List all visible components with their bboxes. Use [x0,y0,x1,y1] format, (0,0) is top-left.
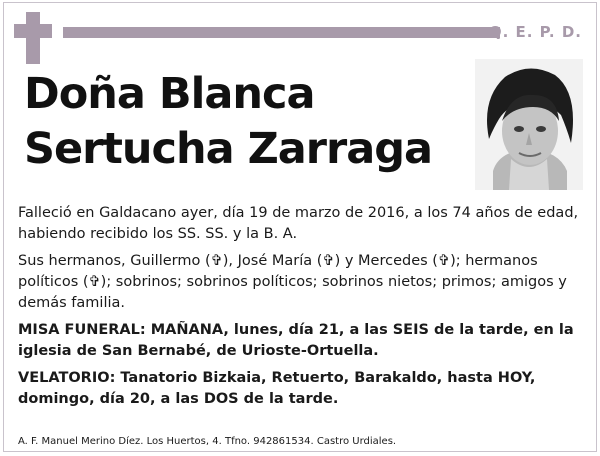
name-line-1: Doña Blanca [24,69,315,119]
funeral-home-footer: A. F. Manuel Merino Díez. Los Huertos, 4. Tfno. 942861534. Castro Urdiales. [18,436,397,447]
funeral-mass: MISA FUNERAL: MAÑANA, lunes, día 21, a las SEIS de la tarde, en la iglesia de San Bernabé, de Urioste-Ortuella. [18,322,574,359]
obituary-card [3,2,597,452]
death-notice: Falleció en Galdacano ayer, día 19 de marzo de 2016, a los 74 años de edad, habiendo recibido los SS. SS. y la B. A. [18,205,579,242]
cross-icon [14,12,52,64]
name-line-2: Sertucha Zarraga [24,124,433,174]
header-rule [63,27,500,38]
family-list: Sus hermanos, Guillermo (✞), José María (✞) y Mercedes (✞); hermanos políticos (✞); sobrinos; sobrinos políticos; sobrinos nietos; primos; amigos y demás familia. [18,253,567,311]
wake-info: VELATORIO: Tanatorio Bizkaia, Retuerto, Barakaldo, hasta HOY, domingo, día 20, a las DOS de la tarde. [18,370,536,407]
obituary-text [18,203,588,416]
portrait-image [475,59,583,190]
qepd-label: Q. E. P. D. [488,23,582,41]
deceased-name [24,67,432,177]
deceased-photo [475,59,583,190]
